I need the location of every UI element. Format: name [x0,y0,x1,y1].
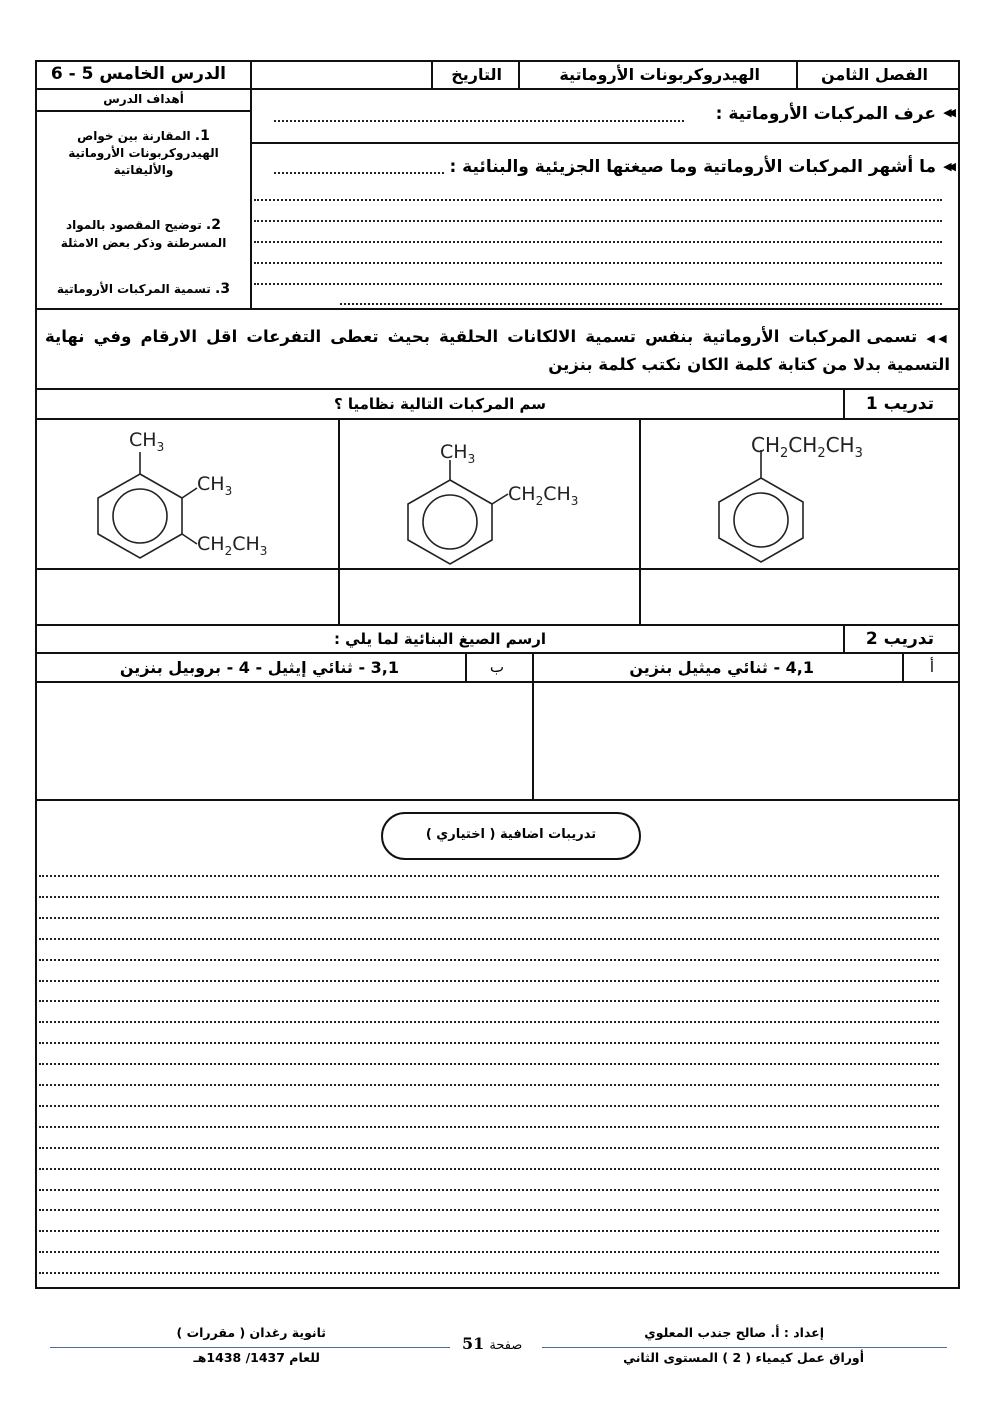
structure-cell-3 [35,418,340,570]
lesson-label: الدرس الخامس 5 - 6 [50,64,226,84]
extra-answer-line[interactable] [39,1105,939,1107]
exercise2-label: تدريب 2 [865,629,934,649]
svg-text:CH3: $CH_3$ [440,441,476,466]
exercise2-item-b-cell [35,652,467,683]
exercise2-item-a-letter-cell [902,652,960,683]
propylbenzene-structure-icon [641,420,958,568]
objective-2-text: توضيح المقصود بالمواد المسرطنة وذكر بعض الامثلة [60,218,227,250]
naming-rule [45,324,950,378]
q1-bullet: ◀◀ [943,106,952,119]
chapter-label: الفصل الثامن [821,65,928,84]
extra-answer-line[interactable] [39,1189,939,1191]
extra-answer-line[interactable] [39,1042,939,1044]
objective-1 [47,128,240,179]
svg-text:CH2CH3: $CH_2CH_3$ [197,533,268,558]
exercise2-item-b-letter-cell [465,652,534,683]
extra-title-pill [381,812,641,860]
ethyldimethylbenzene-structure-icon [37,420,338,568]
answer-cell-3[interactable] [35,568,340,626]
objectives-title-cell [35,88,252,112]
structure-cell-1 [639,418,960,570]
exercise2-item-b-letter: ب [489,658,504,676]
svg-text:CH3: $CH_3$ [129,429,165,454]
q2-cell [250,142,960,310]
lesson-cell [35,60,252,90]
footer-page-label: صفحة [489,1338,523,1353]
extra-answer-line[interactable] [39,1251,939,1253]
extra-answer-line[interactable] [39,917,939,919]
extra-answer-line[interactable] [39,938,939,940]
footer-page [462,1334,522,1353]
date-value-cell[interactable] [250,60,433,90]
exercise2-drawing-a[interactable] [532,681,960,801]
extra-answer-line[interactable] [39,1084,939,1086]
naming-rule-cell [35,308,960,390]
exercise1-prompt: سم المركبات التالية نظاميا ؟ [333,395,547,413]
extra-answer-line[interactable] [39,1230,939,1232]
q2-answer-line-5[interactable] [254,283,942,285]
objective-2-num: 2. [205,217,221,233]
extra-answer-line[interactable] [39,959,939,961]
ethyltoluene-structure-icon [340,420,639,568]
q1-answer-line[interactable] [274,120,684,122]
objective-1-num: 1. [194,128,210,144]
exercise2-prompt-cell [35,624,845,654]
extra-title: تدريبات اضافية ( اختياري ) [425,827,597,842]
exercise2-prompt: ارسم الصيغ البنائية لما يلي : [333,630,547,648]
exercise2-item-a-cell [532,652,904,683]
footer-year: للعام 1437/ 1438هـ [193,1350,320,1365]
exercise1-label: تدريب 1 [865,394,934,414]
answer-cell-2[interactable] [338,568,641,626]
extra-answer-line[interactable] [39,896,939,898]
q2-text: ما أشهر المركبات الأروماتية وما صيغتها الجزيئية والبنائية : [449,157,936,177]
exercise2-label-cell [843,624,960,654]
extra-answer-line[interactable] [39,1063,939,1065]
q2-answer-line-2[interactable] [254,220,942,222]
answer-cell-1[interactable] [639,568,960,626]
footer-school: ثانوية رغدان ( مقررات ) [176,1325,326,1340]
exercise1-label-cell [843,388,960,420]
exercise2-item-b-text: 3,1 - ثنائي إيثيل - 4 - بروبيل بنزين [119,658,399,677]
extra-answer-line[interactable] [39,1000,939,1002]
q2-answer-line-3[interactable] [254,241,942,243]
objective-3-text: تسمية المركبات الأروماتية [56,282,211,296]
objective-1-text: المقارنة بين خواص الهيدروكربونات الأروماتية والأليفاتية [68,129,219,177]
footer-page-number: 51 [462,1334,485,1353]
svg-text:CH3: $CH_3$ [197,473,233,498]
extra-answer-line[interactable] [39,1272,939,1274]
exercise2-drawing-b[interactable] [35,681,534,801]
objective-2 [45,216,242,252]
extra-answer-line[interactable] [39,980,939,982]
extra-section [35,799,960,1289]
naming-rule-text: تسمى المركبات الأروماتية بنفس تسمية الالكانات الحلقية بحيث تعطى التفرعات اقل الارقام وفي نهاية التسمية بدلا من كتابة كلمة الكان نكتب كلمة بنزين [45,327,950,374]
footer-rule-left [50,1347,450,1348]
structure-cell-2 [338,418,641,570]
extra-answer-line[interactable] [39,1209,939,1211]
extra-answer-line[interactable] [39,1147,939,1149]
objective-3-num: 3. [215,281,231,297]
exercise1-prompt-cell [35,388,845,420]
exercise2-item-a-letter: أ [929,658,934,676]
q2-answer-line-4[interactable] [254,262,942,264]
q1-text: عرف المركبات الأروماتية : [715,104,936,124]
extra-answer-line[interactable] [39,1168,939,1170]
extra-answer-line[interactable] [39,1021,939,1023]
extra-answer-line[interactable] [39,1126,939,1128]
objective-3 [45,280,242,298]
footer-prepared-by: إعداد : أ. صالح جندب المعلوي [644,1325,824,1340]
q2-answer-line-0[interactable] [274,172,444,174]
unit-title-cell [518,60,798,90]
exercise2-item-a-text: 4,1 - ثنائي ميثيل بنزين [629,658,814,677]
objectives-list-cell [35,110,252,310]
date-label-cell [431,60,520,90]
q2-answer-line-6[interactable] [340,303,942,305]
naming-rule-bullet: ◀◀ [926,332,950,345]
chapter-cell [796,60,960,90]
objectives-title: أهداف الدرس [103,92,184,106]
q1-cell [250,88,960,144]
svg-text:CH2CH3: $CH_2CH_3$ [508,483,579,508]
q2-answer-line-1[interactable] [254,199,942,201]
unit-title: الهيدروكربونات الأروماتية [559,65,760,84]
q2-bullet: ◀◀ [943,160,952,173]
extra-answer-line[interactable] [39,875,939,877]
date-label: التاريخ [451,65,502,84]
footer-rule-right [542,1347,947,1348]
footer-subject: أوراق عمل كيمياء ( 2 ) المستوى الثاني [623,1350,864,1365]
svg-text:CH2CH2CH3: $CH_2CH_2CH_3$ [751,433,863,461]
